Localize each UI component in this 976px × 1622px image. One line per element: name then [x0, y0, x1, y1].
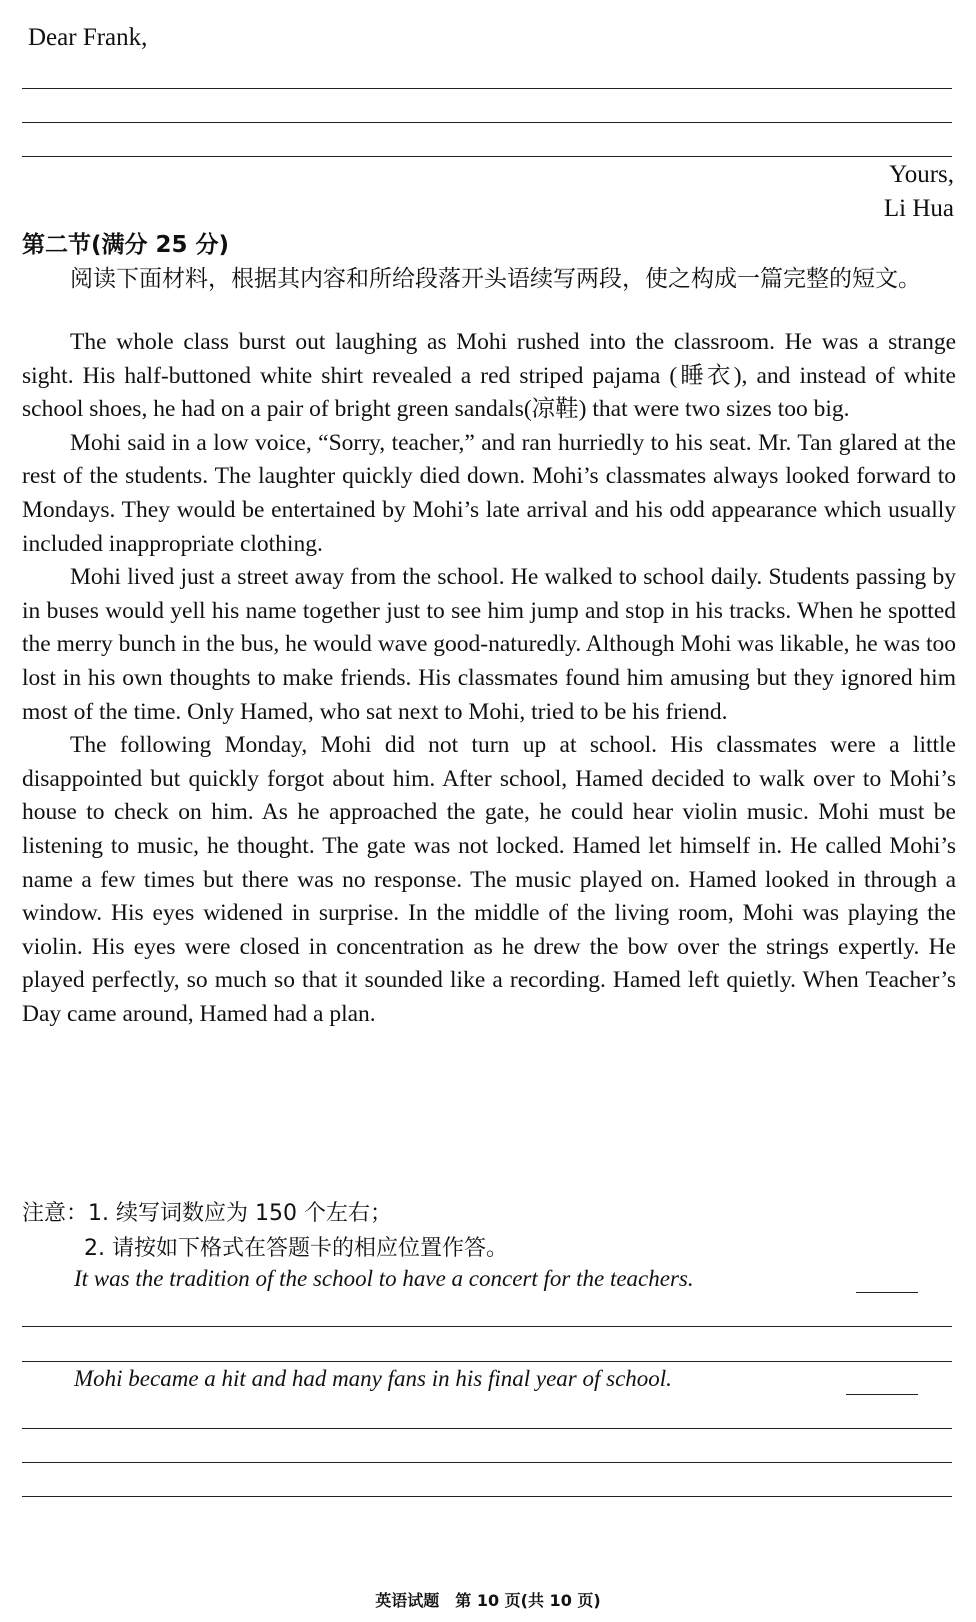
- note-format: 2. 请按如下格式在答题卡的相应位置作答。: [84, 1236, 508, 1261]
- answer-line: [22, 1361, 952, 1362]
- answer-blank: [846, 1394, 918, 1395]
- story-paragraph: Mohi lived just a street away from the school. He walked to school daily. Students passing by in buses would yell his name together just to see him jump and stop in his tracks. When he spotted the merry bunch in the bus, he would wave good-naturedly. Although Mohi was likable, he was too lost in his own thoughts to make friends. His classmates found him amusing but they ignored him most of the time. Only Hamed, who sat next to Mohi, tried to be his friend.: [22, 564, 956, 725]
- writing-line: [22, 122, 952, 123]
- writing-line: [22, 88, 952, 89]
- story-passage: [22, 326, 956, 1031]
- section-heading: 第二节(满分 25 分): [22, 232, 230, 258]
- answer-blank: [856, 1292, 918, 1293]
- answer-line: [22, 1326, 952, 1327]
- story-paragraph: The following Monday, Mohi did not turn up at school. His classmates were a little disappointed but quickly forgot about him. After school, Hamed decided to walk over to Mohi’s house to check on him. As he approached the gate, he could hear violin music. Mohi must be listening to music, he thought. The gate was not locked. Hamed let himself in. He called Mohi’s name a few times but there was no response. The music played on. Hamed looked in through a window. His eyes widened in surprise. In the middle of the living room, Mohi was playing the violin. His eyes were closed in concentration as he drew the bow over the strings expertly. He played perfectly, so much so that it sounded like a recording. Hamed left quietly. When Teacher’s Day came around, Hamed had a plan.: [22, 732, 956, 1027]
- letter-closing: Yours,: [889, 161, 954, 188]
- story-paragraph: The whole class burst out laughing as Mohi rushed into the classroom. He was a strange sight. His half-buttoned white shirt revealed a red striped pajama (睡衣), and instead of white school shoes, he had on a pair of bright green sandals(凉鞋) that were two sizes too big.: [22, 329, 956, 423]
- page-footer: 英语试题 第 10 页(共 10 页): [375, 1591, 601, 1610]
- section-instruction: 阅读下面材料，根据其内容和所给段落开头语续写两段，使之构成一篇完整的短文。: [70, 266, 921, 292]
- second-paragraph-opening: Mohi became a hit and had many fans in his final year of school.: [74, 1366, 672, 1391]
- answer-line: [22, 1462, 952, 1463]
- letter-signature: Li Hua: [883, 195, 954, 222]
- note-word-count: 注意：1. 续写词数应为 150 个左右；: [22, 1201, 392, 1226]
- writing-line: [22, 156, 952, 157]
- notes-block: [22, 1196, 954, 1266]
- story-paragraph: Mohi said in a low voice, “Sorry, teacher,” and ran hurriedly to his seat. Mr. Tan glared at the rest of the students. The laughter quickly died down. Mohi’s classmates always looked forward to Mondays. They would be entertained by Mohi’s late arrival and his odd appearance which usually included inappropriate clothing.: [22, 429, 956, 557]
- letter-greeting: Dear Frank,: [28, 24, 148, 51]
- answer-line: [22, 1496, 952, 1497]
- answer-line: [22, 1428, 952, 1429]
- first-paragraph-opening: It was the tradition of the school to have a concert for the teachers.: [74, 1266, 694, 1291]
